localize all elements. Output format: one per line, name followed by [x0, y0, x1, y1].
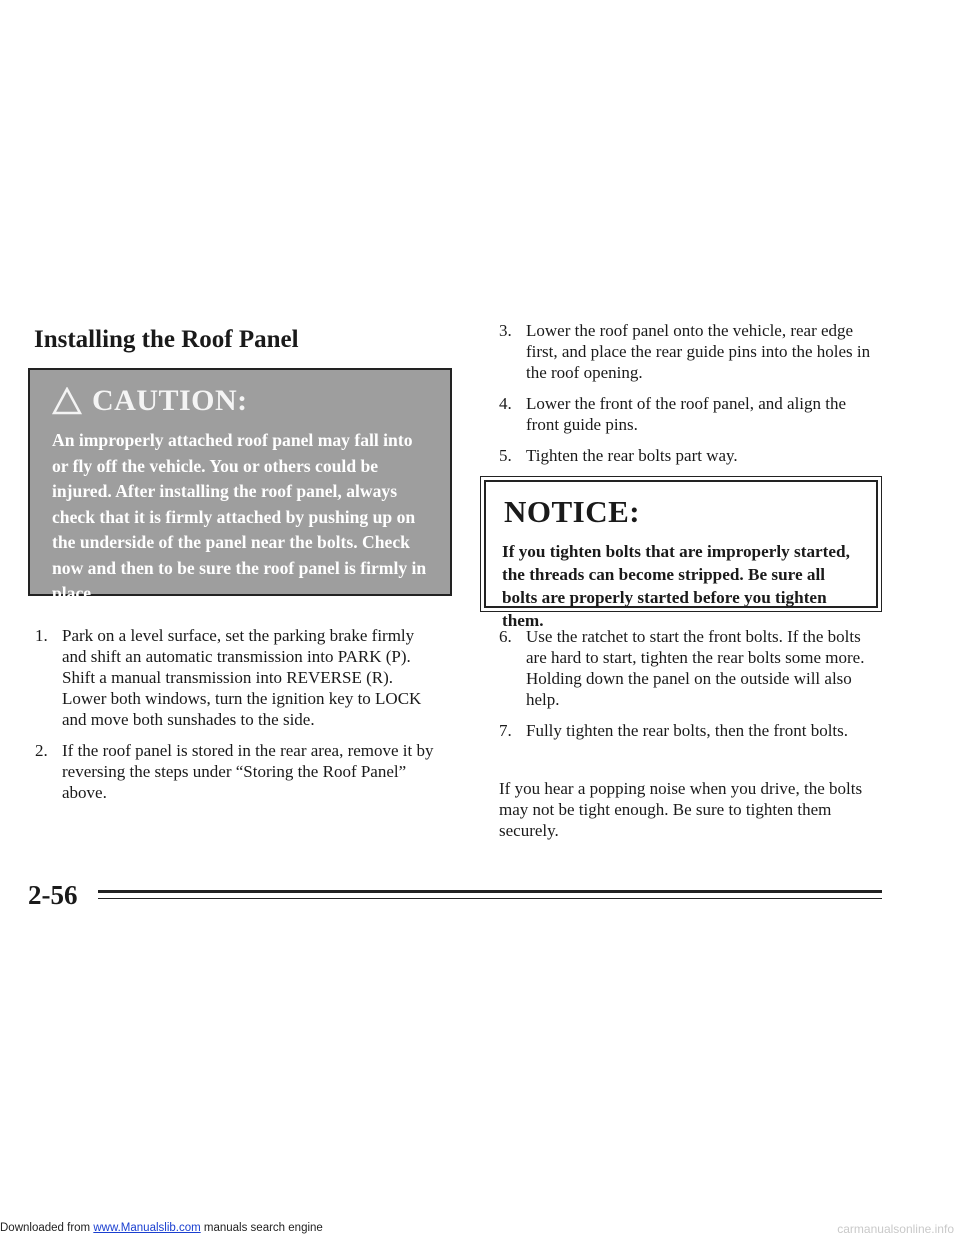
page-number: 2-56 [28, 880, 78, 910]
watermark: carmanualsonline.info [837, 1222, 954, 1236]
step-text: Lower the front of the roof panel, and align the front guide pins. [526, 394, 847, 434]
notice-box [484, 480, 878, 630]
section-heading: Installing the Roof Panel [34, 326, 299, 353]
step-text: Fully tighten the rear bolts, then the front bolts. [526, 721, 849, 740]
manualslib-link[interactable]: www.Manualslib.com [93, 1222, 201, 1234]
list-item [499, 720, 879, 741]
step-text: Tighten the rear bolts part way. [526, 446, 738, 465]
step-number: 5. [499, 446, 512, 465]
step-number: 3. [499, 321, 512, 340]
steps-list-left [35, 625, 440, 813]
step-text: Lower the roof panel onto the vehicle, rear edge first, and place the rear guide pins into the holes in the roof opening. [526, 321, 871, 382]
steps-list-right-top [499, 320, 879, 476]
list-item [35, 625, 440, 730]
download-footer [0, 1222, 960, 1234]
step-number: 2. [35, 741, 48, 760]
list-item [499, 445, 879, 466]
caution-text: An improperly attached roof panel may fall into or fly off the vehicle. You or others could be injured. After installing the roof panel, always check that it is firmly attached by pushing up on the underside of the panel near the bolts. Check now and then to be sure the roof panel is firmly in place. [52, 430, 427, 603]
step-number: 6. [499, 627, 512, 646]
caution-title-text: CAUTION: [92, 384, 248, 417]
steps-list-right-bottom [499, 626, 879, 751]
list-item [35, 740, 440, 803]
footer-suffix: manuals search engine [200, 1222, 323, 1234]
footer-rule-thin [98, 898, 882, 899]
caution-title [52, 384, 430, 418]
caution-box [28, 368, 452, 603]
step-number: 7. [499, 721, 512, 740]
step-text: Use the ratchet to start the front bolts. If the bolts are hard to start, tighten the rear bolts some more. Holding down the panel on the outside will also help. [526, 627, 865, 709]
warning-triangle-icon [52, 387, 82, 415]
closing-paragraph: If you hear a popping noise when you drive, the bolts may not be tight enough. Be sure to tighten them securely. [499, 779, 863, 840]
list-item [499, 393, 879, 435]
list-item [499, 626, 879, 710]
list-item [499, 320, 879, 383]
step-number: 4. [499, 394, 512, 413]
step-number: 1. [35, 626, 48, 645]
notice-text: If you tighten bolts that are improperly started, the threads can become stripped. Be sure all bolts are properly started before you tighten them. [502, 542, 850, 630]
step-text: If the roof panel is stored in the rear area, remove it by reversing the steps under “Storing the Roof Panel” above. [62, 741, 434, 802]
notice-title: NOTICE: [504, 494, 641, 529]
footer-rule-thick [98, 890, 882, 893]
footer-prefix: Downloaded from [0, 1222, 94, 1234]
step-text: Park on a level surface, set the parking brake firmly and shift an automatic transmission into PARK (P). Shift a manual transmission into REVERSE (R). Lower both windows, turn the ignition key to LOCK and move both sunshades to the side. [62, 626, 422, 729]
